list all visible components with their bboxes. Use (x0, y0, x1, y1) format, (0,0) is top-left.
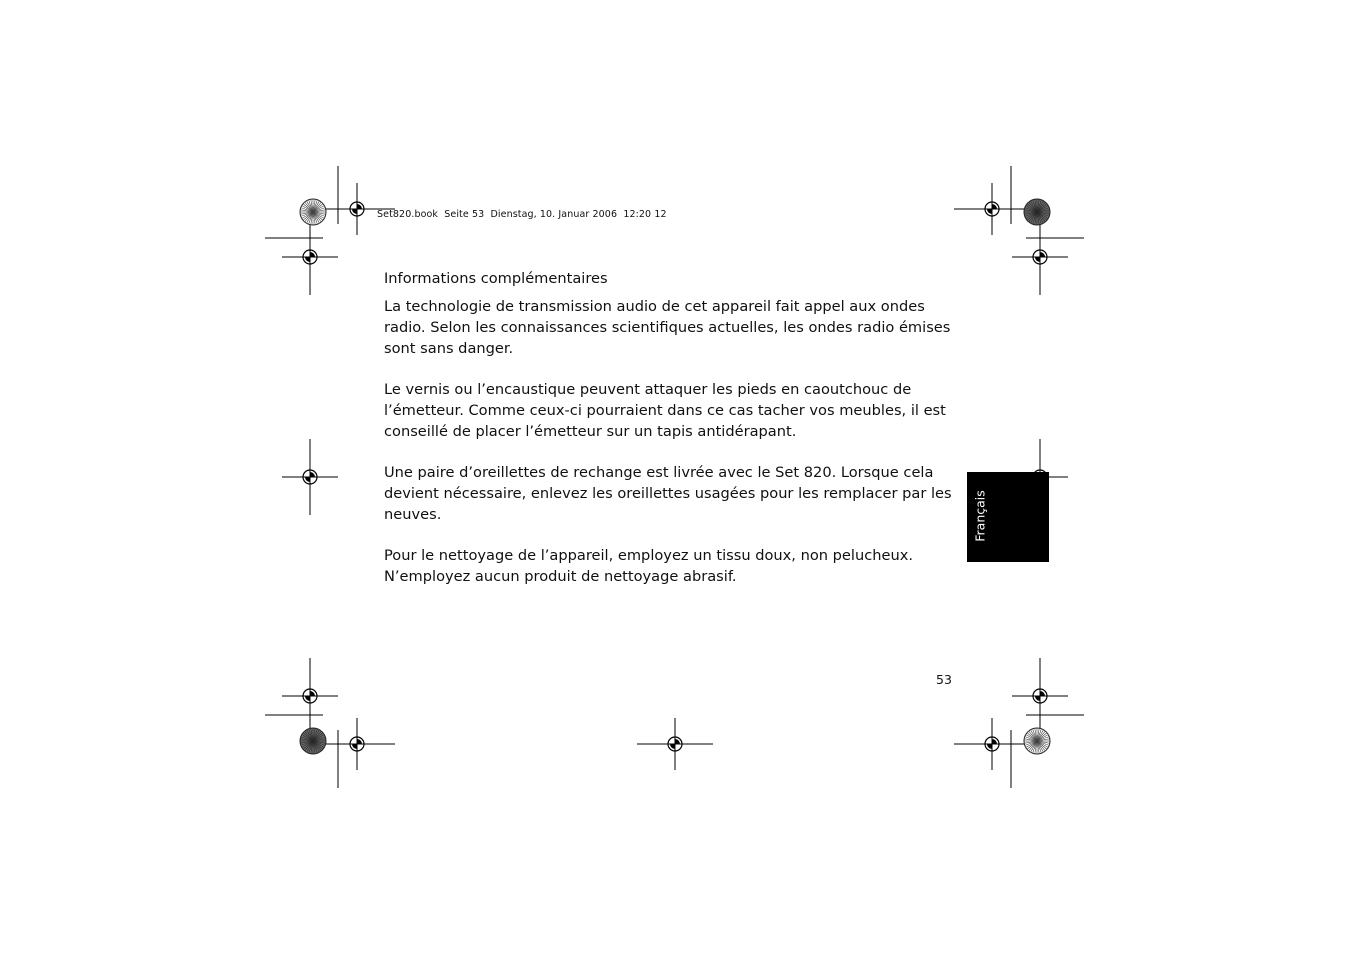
page-number: 53 (936, 672, 952, 687)
registration-target-icon (954, 718, 1030, 770)
starburst-mark-icon (1024, 199, 1050, 225)
paragraph-4: Pour le nettoyage de l’appareil, employez un tissu doux, non pelucheux. N’employez aucun produit de nettoyage abrasif. (384, 547, 913, 585)
starburst-mark-icon (300, 199, 326, 225)
registration-target-icon (319, 718, 395, 770)
registration-target-icon (282, 658, 338, 734)
paragraph-2: Le vernis ou l’encaustique peuvent attaquer les pieds en caoutchouc de l’émetteur. Comme ceux-ci pourraient dans ce cas tacher vos meubles, il est conseillé de placer l’émetteur sur un tapis antidérapant. (384, 381, 946, 440)
paragraph-1: La technologie de transmission audio de cet appareil fait appel aux ondes radio. Selon les connaissances scientifiques actuelles, les ondes radio émises sont sans danger. (384, 298, 951, 357)
paragraph-3: Une paire d’oreillettes de rechange est livrée avec le Set 820. Lorsque cela devient nécessaire, enlevez les oreillettes usagées pour les remplacer par les neuves. (384, 464, 952, 523)
print-header-line: Set820.book Seite 53 Dienstag, 10. Januar 2006 12:20 12 (377, 209, 667, 220)
registration-target-icon (954, 183, 1030, 235)
registration-target-icon (282, 219, 338, 295)
section-title: Informations complémentaires (384, 270, 608, 287)
starburst-mark-icon (1024, 728, 1050, 754)
starburst-mark-icon (300, 728, 326, 754)
registration-target-icon (1012, 658, 1068, 734)
registration-target-icon (637, 718, 713, 770)
registration-target-icon (1012, 219, 1068, 295)
content-section (384, 268, 954, 607)
registration-target-icon (282, 439, 338, 515)
language-tab-label: Français (972, 490, 988, 542)
